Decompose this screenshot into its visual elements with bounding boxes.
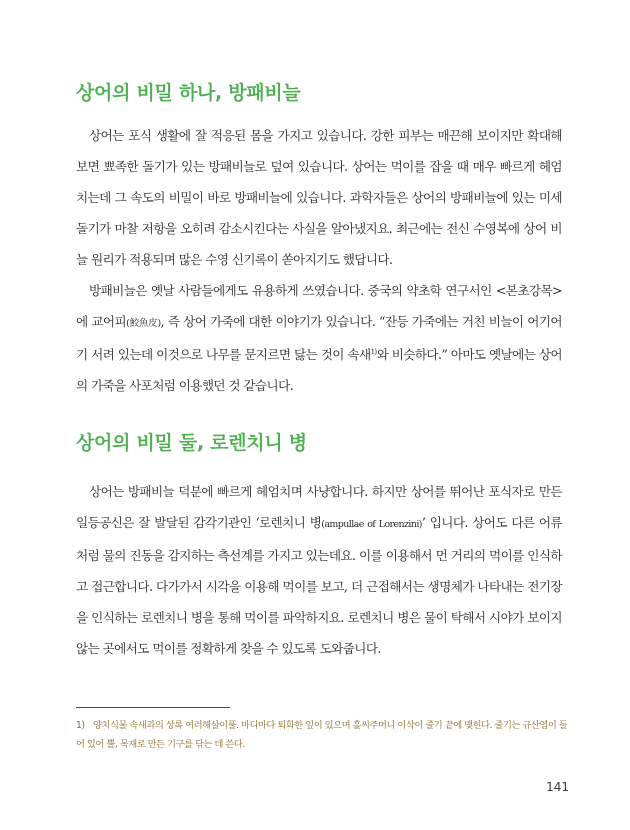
footnote-text: 양치식물 속새과의 상록 여러해살이풀. 마디마다 퇴화한 잎이 있으며 홀씨주머니 이삭이 줄기 끝에 맺힌다. 줄기는 규산염이 들어 있어 뿔, 목재로 만든 기구를 닦는 데 쓴다. (76, 720, 568, 750)
paragraph (76, 120, 562, 275)
page-number: 141 (546, 780, 569, 794)
latin-term: (ampullae of Lorenzini) (321, 519, 422, 530)
paragraph-text: 상어는 방패비늘 덕분에 빠르게 헤엄치며 사냥합니다. 하지만 상어를 뛰어난 포식자로 만든 일등공신은 잘 발달된 감각기관인 ‘로렌치니 병 (76, 484, 562, 530)
paragraph-text: 상어는 포식 생활에 잘 적응된 몸을 가지고 있습니다. 강한 피부는 매끈해 보이지만 확대해 보면 뾰족한 돌기가 있는 방패비늘로 덮여 있습니다. 상어는 먹이를 잡을 때 매우 빠르게 헤엄치는데 그 속도의 비밀이 바로 방패비늘에 있습니다. 과학자들은 상어의 방패비늘에 있는 미세 돌기가 마찰 저항을 오히려 감소시킨다는 사실을 알아냈지요. 최근에는 전신 수영복에 상어 비늘 원리가 적용되며 많은 수영 신기록이 쏟아지기도 했답니다. (76, 128, 562, 267)
footnote-divider (76, 707, 230, 708)
paragraph-text: ’ 입니다. 상어도 다른 어류처럼 물의 진동을 감지하는 측선계를 가지고 있는데요. 이를 이용해서 먼 거리의 먹이를 인식하고 접근합니다. 다가가서 시각을 이용해 먹이를 보고, 더 근접해서는 생명체가 나타내는 전기장을 인식하는 로렌치니 병을 통해 먹이를 파악하지요. 로렌치니 병은 물이 탁해서 시야가 보이지 않는 곳에서도 먹이를 정확하게 찾을 수 있도록 도와줍니다. (76, 515, 562, 656)
section-1-body (76, 120, 562, 401)
section-heading-2: 상어의 비밀 둘, 로렌치니 병 (76, 432, 307, 454)
hanja-annotation: (鮫魚皮) (126, 318, 161, 329)
paragraph (76, 275, 562, 401)
footnote-number: 1) (76, 720, 85, 731)
footnote-marker: 1) (370, 348, 377, 356)
section-heading-1: 상어의 비밀 하나, 방패비늘 (76, 82, 301, 104)
paragraph (76, 476, 562, 664)
paragraph-text: 와 비슷하다.” 아마도 옛날에는 상어의 가죽을 사포처럼 이용했던 것 같습니다. (76, 347, 562, 393)
paragraph-text: 방패비늘은 옛날 사람들에게도 유용하게 쓰였습니다. 중국의 약초학 연구서인 <본초강목>에 교어피 (76, 283, 562, 329)
footnote (76, 716, 570, 754)
section-2-body (76, 476, 562, 664)
paragraph-text: , 즉 상어 가죽에 대한 이야기가 있습니다. “잔등 가죽에는 거친 비늘이 어기어기 서려 있는데 이것으로 나무를 문지르면 닳는 것이 속새 (76, 314, 562, 362)
